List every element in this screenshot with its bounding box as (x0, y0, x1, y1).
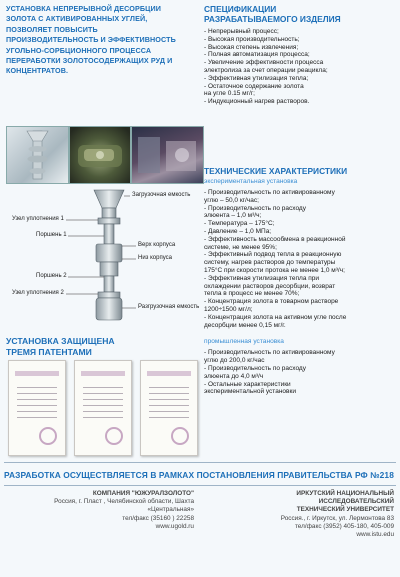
spec-item: - Концентрация золота в товарном растворе (204, 298, 339, 306)
university-name: ИССЛЕДОВАТЕЛЬСКИЙ (318, 498, 394, 506)
label-piston-1: Поршень 1 (36, 232, 67, 238)
intro-line: ПЕРЕРАБОТКИ ЗОЛОТОСОДЕРЖАЩИХ РУД И (6, 56, 173, 66)
equipment-image (70, 127, 130, 183)
intro-line: ЗОЛОТА С АКТИВИРОВАННЫХ УГЛЕЙ, (6, 14, 148, 24)
specs-title-line: РАЗРАБАТЫВАЕМОГО ИЗДЕЛИЯ (204, 14, 341, 24)
seal-icon (105, 427, 123, 445)
label-loading-tank: Загрузочная емкость (132, 192, 191, 198)
spec-item: на угле 0.15 мг/г; (204, 90, 255, 98)
photo-column-model (6, 126, 69, 184)
apparatus-diagram (6, 186, 202, 326)
spec-item: - Эффективность массообмена в реакционной (204, 235, 346, 243)
patents-title (6, 336, 176, 357)
spec-item: - Остальные характеристики (204, 380, 291, 388)
label-body-bottom: Низ корпуса (138, 255, 172, 261)
spec-item: элюента до 4,0 м³/ч (204, 372, 264, 380)
label-seal-1: Узел уплотнения 1 (12, 216, 64, 222)
spec-item: - Давление – 1,0 МПа; (204, 227, 272, 235)
spec-item: - Увеличение эффективности процесса (204, 59, 324, 67)
spec-item: систему, нагрев растворов до температуры (204, 259, 336, 267)
label-body-top: Верх корпуса (138, 242, 176, 248)
label-seal-2: Узел уплотнения 2 (12, 290, 64, 296)
specs-title-line: СПЕЦИФИКАЦИИ (204, 4, 277, 14)
spec-item: 1200÷1500 мг/л; (204, 305, 253, 313)
spec-item: - Эффективная утилизация тепла при (204, 274, 320, 282)
spec-item: - Производительность по расходу (204, 364, 306, 372)
spec-item: - Концентрация золота на активном угле после (204, 313, 347, 321)
university-address: Россия., г. Иркутск, ул. Лермонтова 83 (280, 514, 394, 522)
spec-item: - Производительность по расходу (204, 204, 306, 212)
university-phone: тел/факс (3952) 405-180, 405-009 (294, 522, 394, 530)
spec-item: тепла в процесс не менее 70%; (204, 290, 300, 298)
company-name: КОМПАНИЯ "ЮЖУРАЛЗОЛОТО" (92, 490, 194, 497)
intro-line: ПОЗВОЛЯЕТ ПОВЫСИТЬ (6, 24, 98, 34)
experimental-label: экспериментальная установка (204, 177, 298, 185)
label-unloading-tank: Разгрузочная емкость (138, 304, 200, 310)
university-website-link[interactable]: www.istu.edu (356, 531, 394, 539)
spec-item: углю – 50,0 кг/час; (204, 196, 259, 204)
company-website-link[interactable]: www.ugold.ru (155, 522, 194, 530)
intro-text (6, 4, 204, 77)
photo-strip (6, 126, 202, 182)
company-address: Россия, г. Пласт , Челябинской области, Шахта (54, 498, 194, 506)
government-decree-title: РАЗРАБОТКА ОСУЩЕСТВЛЯЕТСЯ В РАМКАХ ПОСТАНОВЛЕНИЯ ПРАВИТЕЛЬСТВА РФ №218 (4, 470, 394, 480)
spec-item: - Непрерывный процесс; (204, 28, 279, 35)
spec-item: - Производительность по активированному (204, 349, 335, 357)
patents-title-line: ТРЕМЯ ПАТЕНТАМИ (6, 346, 92, 357)
spec-item: - Остаточное содержание золота (204, 82, 304, 90)
patent-certificates (8, 360, 200, 456)
spec-item: - Высокая производительность; (204, 35, 300, 43)
spec-item: экспериментальной установки (204, 388, 296, 396)
patent-certificate-image (8, 360, 66, 456)
intro-line: УСТАНОВКА НЕПРЕРЫВНОЙ ДЕСОРБЦИИ (6, 4, 162, 13)
spec-item: - Эффективный подвод тепла в реакционную (204, 251, 342, 259)
spec-item: - Высокая степень извлечения; (204, 43, 299, 51)
spec-item: электролиза за счет операции реацикла; (204, 66, 328, 74)
specs-title (204, 4, 396, 24)
photo-workshop (131, 126, 204, 184)
tech-title: ТЕХНИЧЕСКИЕ ХАРАКТЕРИСТИКИ (204, 165, 348, 176)
university-name: ИРКУТСКИЙ НАЦИОНАЛЬНЫЙ (296, 490, 394, 497)
label-piston-2: Поршень 2 (36, 273, 67, 279)
spec-item: - Полная автоматизация процесса; (204, 51, 310, 59)
spec-item: охлаждении растворов десорбции, возврат (204, 282, 336, 290)
spec-item: углю до 200,0 кг/час (204, 357, 265, 365)
divider (4, 485, 396, 486)
photo-equipment (69, 126, 131, 184)
industrial-list (204, 349, 396, 396)
column-model-image (7, 127, 68, 183)
intro-line: КОНЦЕНТРАТОВ. (6, 66, 69, 76)
divider (4, 462, 396, 463)
spec-item: 175°С при скорости протока не менее 1,0 м³/ч; (204, 266, 345, 274)
spec-item: - Температура – 175°С; (204, 220, 275, 228)
spec-item: - Индукционный нагрев растворов. (204, 98, 310, 106)
spec-item: десорбции менее 0,15 мг/г. (204, 321, 286, 329)
company-contacts (6, 490, 194, 531)
industrial-label: промышленная установка (204, 338, 284, 346)
patents-title-line: УСТАНОВКА ЗАЩИЩЕНА (6, 336, 115, 346)
spec-item: системе, не менее 95%; (204, 243, 277, 251)
workshop-image (132, 127, 203, 183)
patent-certificate-image (140, 360, 198, 456)
intro-line: УГОЛЬНО-СОРБЦИОННОГО ПРОЦЕССА (6, 45, 152, 55)
intro-line: ПРОИЗВОДИТЕЛЬНОСТЬ И ЭФФЕКТИВНОСТЬ (6, 35, 176, 45)
university-name: ТЕХНИЧЕСКИЙ УНИВЕРСИТЕТ (296, 506, 394, 514)
specs-list (204, 28, 396, 106)
company-phone: тел/факс (35160 ) 22258 (122, 514, 194, 522)
company-address: «Центральная» (147, 506, 194, 514)
patent-certificate-image (74, 360, 132, 456)
right-column (204, 4, 396, 396)
experimental-list (204, 189, 396, 329)
spec-item: элюента – 1,0 м³/ч; (204, 212, 262, 220)
spec-item: - Производительность по активированному (204, 188, 335, 196)
spec-item: - Эффективная утилизация тепла; (204, 74, 309, 82)
university-contacts (206, 490, 394, 539)
seal-icon (39, 427, 57, 445)
seal-icon (171, 427, 189, 445)
